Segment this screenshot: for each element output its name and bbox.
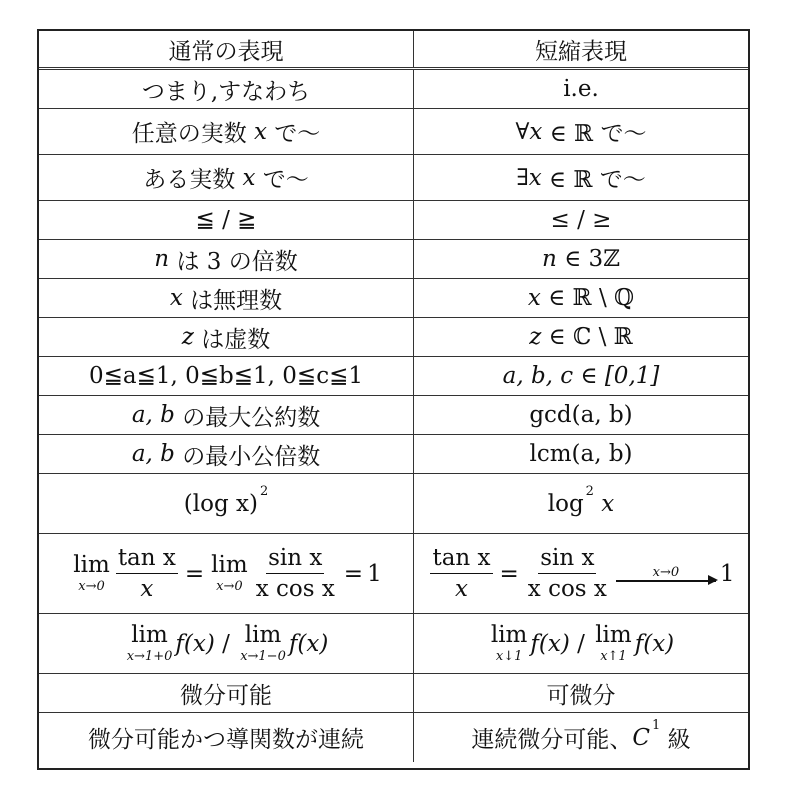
short-expression: i.e. <box>563 76 599 102</box>
limit-operator: lim x↓1 <box>490 622 528 664</box>
header-normal: 通常の表現 <box>39 31 414 67</box>
short-expression: ≤ / ≥ <box>550 207 612 233</box>
normal-expression: a, b の最大公約数 <box>39 396 414 434</box>
short-expression: ∀ x ∈ ℝ で〜 <box>515 118 647 147</box>
normal-expression: z は虚数 <box>39 318 414 356</box>
table-row <box>39 279 748 318</box>
normal-expression: つまり,すなわち <box>39 70 414 108</box>
table-row <box>39 713 748 762</box>
limit-row <box>39 534 748 614</box>
normal-expression: x は無理数 <box>39 279 414 317</box>
normal-expression: 任意の実数 x で〜 <box>39 109 414 154</box>
onesided-limit-row <box>39 614 748 674</box>
limit-operator: lim x→1−0 <box>240 622 286 664</box>
table-row <box>39 318 748 357</box>
short-expression: a, b, c ∈ [0,1] <box>502 363 660 389</box>
table-row <box>39 155 748 201</box>
normal-expression: lim x→0 $\frac{\text{tan x}}{x}$ = lim x→0 $\frac{\text{sin x}}{\text{x cos x}}$ = 1 <box>39 534 414 613</box>
table-header-row <box>39 31 748 70</box>
table-row <box>39 201 748 240</box>
fraction: $\frac{\text{tan x}}{x}$ <box>117 545 176 602</box>
short-expression: n ∈ 3ℤ <box>542 246 620 272</box>
arrow: x→0 <box>616 565 716 582</box>
normal-expression: lim x→1+0 f(x) / lim x→1−0 f(x) <box>39 614 414 673</box>
short-expression: gcd(a, b) <box>529 402 633 428</box>
table-row <box>39 240 748 279</box>
table-row <box>39 396 748 435</box>
short-expression: 連続微分可能、 C 1 級 <box>471 718 691 753</box>
limit-operator: lim x→1+0 <box>126 622 173 664</box>
normal-expression: 微分可能 <box>39 674 414 712</box>
short-expression: ∃ x ∈ ℝ で〜 <box>516 164 646 193</box>
short-expression: x ∈ ℝ \ ℚ <box>527 285 635 311</box>
normal-expression: (log x) 2 <box>39 474 414 533</box>
table-row <box>39 357 748 396</box>
short-expression: lim x↓1 f(x) / lim x↑1 f(x) <box>490 622 675 664</box>
short-expression: log 2 x <box>547 484 615 517</box>
header-short: 短縮表現 <box>535 38 627 65</box>
short-expression: 可微分 <box>546 682 616 709</box>
table-row <box>39 70 748 109</box>
limit-operator: lim x↑1 <box>595 622 632 664</box>
limit-operator: lim x→0 <box>211 552 248 594</box>
normal-expression: 0≦a≦1, 0≦b≦1, 0≦c≦1 <box>39 357 414 395</box>
normal-expression: a, b の最小公倍数 <box>39 435 414 473</box>
fraction: $\frac{\text{tan x}}{x}$ <box>432 545 491 602</box>
table-row <box>39 674 748 713</box>
table-row <box>39 435 748 474</box>
short-expression: lcm(a, b) <box>529 441 633 467</box>
normal-expression: ある実数 x で〜 <box>39 155 414 200</box>
fraction: $\frac{\text{sin x}}{\text{x cos x}}$ <box>527 545 607 602</box>
limit-operator: lim x→0 <box>73 552 110 594</box>
normal-expression: 微分可能かつ導関数が連続 <box>39 713 414 762</box>
short-expression: z ∈ ℂ \ ℝ <box>529 324 633 350</box>
normal-expression: n は 3 の倍数 <box>39 240 414 278</box>
normal-expression: ≦ / ≧ <box>39 201 414 239</box>
short-expression: $\frac{\text{tan x}}{x}$ = $\frac{\text{sin x}}{\text{x cos x}}$ x→0 1 <box>432 545 735 602</box>
table-row <box>39 474 748 534</box>
comparison-table <box>37 29 750 770</box>
fraction: $\frac{\text{sin x}}{\text{x cos x}}$ <box>255 545 335 602</box>
table-row <box>39 109 748 155</box>
